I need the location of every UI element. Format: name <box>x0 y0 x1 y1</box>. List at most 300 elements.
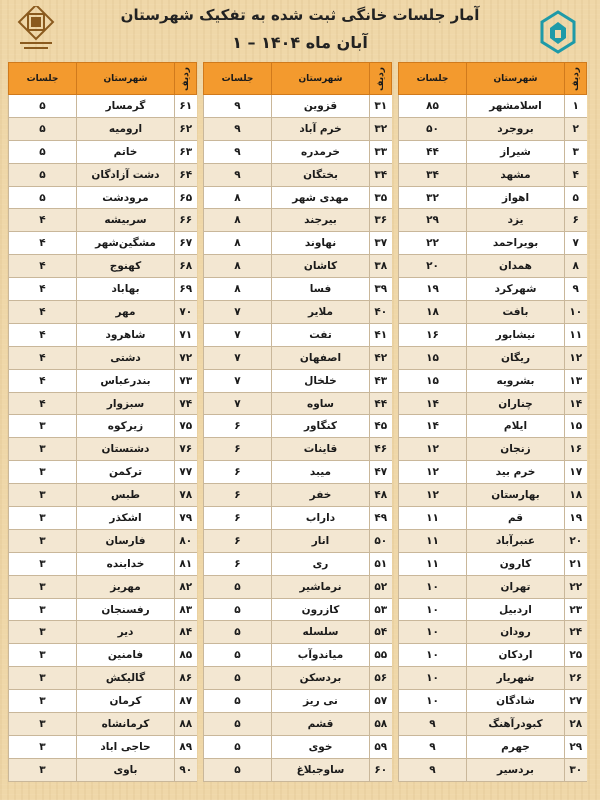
stats-table-3 <box>8 62 197 782</box>
row-index: ۸۰ <box>175 529 197 552</box>
city-name: جهرم <box>467 735 565 758</box>
row-index: ۵۲ <box>370 575 392 598</box>
row-index: ۷ <box>565 232 587 255</box>
brand-logo-icon <box>534 8 582 56</box>
row-index: ۳۵ <box>370 186 392 209</box>
row-index: ۱۸ <box>565 484 587 507</box>
city-name: فامنین <box>77 644 175 667</box>
city-name: خلخال <box>272 369 370 392</box>
row-index: ۵۱ <box>370 552 392 575</box>
table-row <box>9 758 197 781</box>
session-count: ۶ <box>204 484 272 507</box>
city-name: بهاباد <box>77 278 175 301</box>
city-name: شهرکرد <box>467 278 565 301</box>
session-count: ۵ <box>9 95 77 118</box>
session-count: ۵ <box>204 575 272 598</box>
city-name: رفسنجان <box>77 598 175 621</box>
session-count: ۲۲ <box>399 232 467 255</box>
table-row <box>204 735 392 758</box>
city-name: ساوه <box>272 392 370 415</box>
city-name: مهر <box>77 301 175 324</box>
session-count: ۸ <box>204 209 272 232</box>
city-name: اشکذر <box>77 507 175 530</box>
table-row <box>204 95 392 118</box>
row-index: ۱ <box>565 95 587 118</box>
city-name: باوی <box>77 758 175 781</box>
table-row <box>9 690 197 713</box>
city-name: زیرکوه <box>77 415 175 438</box>
row-index: ۲ <box>565 117 587 140</box>
row-index: ۴۸ <box>370 484 392 507</box>
page-header <box>0 0 600 60</box>
city-name: شهریار <box>467 667 565 690</box>
table-row <box>204 758 392 781</box>
session-count: ۵ <box>204 621 272 644</box>
table-row <box>204 278 392 301</box>
city-name: نیشابور <box>467 323 565 346</box>
session-count: ۵ <box>9 186 77 209</box>
row-index: ۴۳ <box>370 369 392 392</box>
row-index: ۷۶ <box>175 438 197 461</box>
table-row <box>204 461 392 484</box>
table-row <box>399 598 587 621</box>
city-name: کرمانشاه <box>77 713 175 736</box>
city-name: بختگان <box>272 163 370 186</box>
city-name: گالیکش <box>77 667 175 690</box>
row-index: ۲۲ <box>565 575 587 598</box>
table-row <box>399 621 587 644</box>
city-name: اصفهان <box>272 346 370 369</box>
session-count: ۱۴ <box>399 415 467 438</box>
table-row <box>399 575 587 598</box>
table-row <box>399 392 587 415</box>
city-name: خوی <box>272 735 370 758</box>
session-count: ۵ <box>204 598 272 621</box>
session-count: ۸ <box>204 255 272 278</box>
city-name: کرمان <box>77 690 175 713</box>
session-count: ۶ <box>204 552 272 575</box>
row-index: ۶ <box>565 209 587 232</box>
city-name: بیرجند <box>272 209 370 232</box>
session-count: ۸ <box>204 232 272 255</box>
city-name: اردبیل <box>467 598 565 621</box>
row-index: ۵۴ <box>370 621 392 644</box>
row-index: ۱۰ <box>565 301 587 324</box>
table-row <box>399 529 587 552</box>
session-count: ۱۵ <box>399 346 467 369</box>
row-index: ۵۳ <box>370 598 392 621</box>
session-count: ۵۰ <box>399 117 467 140</box>
city-name: دشت آزادگان <box>77 163 175 186</box>
row-index: ۵۷ <box>370 690 392 713</box>
city-name: یزد <box>467 209 565 232</box>
session-count: ۳ <box>9 461 77 484</box>
table-row <box>9 117 197 140</box>
table-row <box>9 438 197 461</box>
table-row <box>399 758 587 781</box>
table-row <box>204 667 392 690</box>
session-count: ۳ <box>9 690 77 713</box>
tables-container <box>0 62 600 800</box>
city-name: اهواز <box>467 186 565 209</box>
row-index: ۱۵ <box>565 415 587 438</box>
city-name: کنگاور <box>272 415 370 438</box>
session-count: ۲۰ <box>399 255 467 278</box>
row-index: ۶۷ <box>175 232 197 255</box>
session-count: ۴ <box>9 392 77 415</box>
city-name: قم <box>467 507 565 530</box>
session-count: ۴ <box>9 301 77 324</box>
table-row <box>399 255 587 278</box>
table-row <box>399 301 587 324</box>
city-name: بویراحمد <box>467 232 565 255</box>
city-name: طبس <box>77 484 175 507</box>
row-index: ۵۹ <box>370 735 392 758</box>
row-index: ۸۷ <box>175 690 197 713</box>
row-index: ۴ <box>565 163 587 186</box>
row-index: ۵ <box>565 186 587 209</box>
table-row <box>399 690 587 713</box>
row-index: ۳۱ <box>370 95 392 118</box>
city-name: ری <box>272 552 370 575</box>
session-count: ۹ <box>399 713 467 736</box>
session-count: ۳۴ <box>399 163 467 186</box>
session-count: ۹ <box>204 117 272 140</box>
session-count: ۷ <box>204 392 272 415</box>
row-index: ۵۸ <box>370 713 392 736</box>
row-index: ۶۸ <box>175 255 197 278</box>
column-header-city: شهرستان <box>467 63 565 95</box>
session-count: ۱۲ <box>399 461 467 484</box>
row-index: ۱۹ <box>565 507 587 530</box>
city-name: فسا <box>272 278 370 301</box>
row-index: ۶۰ <box>370 758 392 781</box>
row-index: ۳۶ <box>370 209 392 232</box>
table-row <box>204 255 392 278</box>
table-row <box>204 369 392 392</box>
row-index: ۲۴ <box>565 621 587 644</box>
table-row <box>399 461 587 484</box>
table-row <box>204 163 392 186</box>
table-row <box>9 575 197 598</box>
table-row <box>9 369 197 392</box>
session-count: ۴ <box>9 346 77 369</box>
column-header-city: شهرستان <box>77 63 175 95</box>
session-count: ۱۱ <box>399 552 467 575</box>
session-count: ۵ <box>9 163 77 186</box>
city-name: بافت <box>467 301 565 324</box>
city-name: انار <box>272 529 370 552</box>
row-index: ۲۰ <box>565 529 587 552</box>
city-name: بروجرد <box>467 117 565 140</box>
table-row <box>9 209 197 232</box>
session-count: ۳ <box>9 713 77 736</box>
table-row <box>399 735 587 758</box>
row-index: ۹ <box>565 278 587 301</box>
row-index: ۳۸ <box>370 255 392 278</box>
row-index: ۴۴ <box>370 392 392 415</box>
row-index: ۸۲ <box>175 575 197 598</box>
table-row <box>204 713 392 736</box>
city-name: میاندوآب <box>272 644 370 667</box>
city-name: سلسله <box>272 621 370 644</box>
table-row <box>9 346 197 369</box>
table-row <box>399 438 587 461</box>
table-row <box>399 667 587 690</box>
session-count: ۹ <box>204 163 272 186</box>
page-title: آمار جلسات خانگی ثبت شده به تفکیک شهرستان <box>120 6 480 24</box>
table-row <box>9 461 197 484</box>
session-count: ۳ <box>9 575 77 598</box>
row-index: ۶۹ <box>175 278 197 301</box>
page-subtitle: آبان ماه ۱۴۰۴ – ۱ <box>232 33 368 52</box>
row-index: ۵۵ <box>370 644 392 667</box>
session-count: ۴ <box>9 209 77 232</box>
table-row <box>204 117 392 140</box>
session-count: ۱۵ <box>399 369 467 392</box>
table-row <box>9 644 197 667</box>
table-row <box>9 598 197 621</box>
table-row <box>9 415 197 438</box>
row-index: ۸۹ <box>175 735 197 758</box>
row-index: ۳۹ <box>370 278 392 301</box>
city-name: کازرون <box>272 598 370 621</box>
session-count: ۱۰ <box>399 644 467 667</box>
table-row <box>399 484 587 507</box>
table-row <box>204 690 392 713</box>
session-count: ۱۶ <box>399 323 467 346</box>
session-count: ۱۱ <box>399 507 467 530</box>
city-name: خفر <box>272 484 370 507</box>
table-row <box>9 301 197 324</box>
session-count: ۷ <box>204 323 272 346</box>
table-row <box>9 163 197 186</box>
row-index: ۸۶ <box>175 667 197 690</box>
city-name: تهران <box>467 575 565 598</box>
table-row <box>399 644 587 667</box>
session-count: ۵ <box>204 644 272 667</box>
table-row <box>399 140 587 163</box>
city-name: دشتستان <box>77 438 175 461</box>
session-count: ۴ <box>9 232 77 255</box>
city-name: قزوین <box>272 95 370 118</box>
city-name: بردسکن <box>272 667 370 690</box>
table-row <box>399 552 587 575</box>
session-count: ۱۰ <box>399 667 467 690</box>
row-index: ۱۶ <box>565 438 587 461</box>
city-name: کارون <box>467 552 565 575</box>
row-index: ۳۳ <box>370 140 392 163</box>
row-index: ۵۰ <box>370 529 392 552</box>
row-index: ۳۴ <box>370 163 392 186</box>
session-count: ۱۹ <box>399 278 467 301</box>
row-index: ۷۷ <box>175 461 197 484</box>
row-index: ۶۵ <box>175 186 197 209</box>
row-index: ۸۳ <box>175 598 197 621</box>
row-index: ۶۲ <box>175 117 197 140</box>
session-count: ۳ <box>9 529 77 552</box>
city-name: میبد <box>272 461 370 484</box>
row-index: ۶۴ <box>175 163 197 186</box>
row-index: ۳ <box>565 140 587 163</box>
session-count: ۵ <box>9 140 77 163</box>
row-index: ۴۱ <box>370 323 392 346</box>
city-name: نی ریز <box>272 690 370 713</box>
session-count: ۸ <box>204 278 272 301</box>
table-row <box>204 621 392 644</box>
row-index: ۷۲ <box>175 346 197 369</box>
row-index: ۸۴ <box>175 621 197 644</box>
table-row <box>204 529 392 552</box>
table-row <box>9 186 197 209</box>
table-row <box>9 140 197 163</box>
table-row <box>204 438 392 461</box>
city-name: بشرویه <box>467 369 565 392</box>
session-count: ۱۰ <box>399 598 467 621</box>
session-count: ۱۲ <box>399 484 467 507</box>
city-name: خرمدره <box>272 140 370 163</box>
session-count: ۷ <box>204 369 272 392</box>
table-row <box>204 209 392 232</box>
table-row <box>204 301 392 324</box>
city-name: داراب <box>272 507 370 530</box>
session-count: ۳ <box>9 667 77 690</box>
row-index: ۷۸ <box>175 484 197 507</box>
table-row <box>399 117 587 140</box>
row-index: ۴۲ <box>370 346 392 369</box>
table-row <box>9 552 197 575</box>
city-name: نهاوند <box>272 232 370 255</box>
row-index: ۸۸ <box>175 713 197 736</box>
city-name: شیراز <box>467 140 565 163</box>
session-count: ۳ <box>9 644 77 667</box>
city-name: مهدی شهر <box>272 186 370 209</box>
city-name: قاینات <box>272 438 370 461</box>
table-row <box>204 575 392 598</box>
session-count: ۱۱ <box>399 529 467 552</box>
session-count: ۹ <box>204 140 272 163</box>
table-row <box>399 232 587 255</box>
table-row <box>9 392 197 415</box>
row-index: ۲۳ <box>565 598 587 621</box>
city-name: گرمسار <box>77 95 175 118</box>
city-name: کهنوج <box>77 255 175 278</box>
table-row <box>9 95 197 118</box>
city-name: کبودرآهنگ <box>467 713 565 736</box>
city-name: ایلام <box>467 415 565 438</box>
row-index: ۱۴ <box>565 392 587 415</box>
column-header-index: ردیف <box>370 63 392 95</box>
table-row <box>9 507 197 530</box>
city-name: اردکان <box>467 644 565 667</box>
table-row <box>204 644 392 667</box>
session-count: ۱۰ <box>399 690 467 713</box>
table-row <box>204 415 392 438</box>
table-row <box>9 713 197 736</box>
row-index: ۴۷ <box>370 461 392 484</box>
row-index: ۷۵ <box>175 415 197 438</box>
city-name: تفت <box>272 323 370 346</box>
session-count: ۵ <box>9 117 77 140</box>
row-index: ۴۵ <box>370 415 392 438</box>
session-count: ۹ <box>204 95 272 118</box>
session-count: ۱۲ <box>399 438 467 461</box>
session-count: ۱۰ <box>399 575 467 598</box>
row-index: ۲۱ <box>565 552 587 575</box>
session-count: ۳ <box>9 735 77 758</box>
city-name: ترکمن <box>77 461 175 484</box>
table-row <box>399 95 587 118</box>
city-name: رودان <box>467 621 565 644</box>
city-name: بهارستان <box>467 484 565 507</box>
session-count: ۳ <box>9 621 77 644</box>
city-name: زنجان <box>467 438 565 461</box>
column-header-index: ردیف <box>175 63 197 95</box>
row-index: ۱۲ <box>565 346 587 369</box>
city-name: اسلامشهر <box>467 95 565 118</box>
table-row <box>9 621 197 644</box>
table-row <box>204 484 392 507</box>
table-row <box>399 713 587 736</box>
column-header-index: ردیف <box>565 63 587 95</box>
row-index: ۲۷ <box>565 690 587 713</box>
session-count: ۶ <box>204 415 272 438</box>
city-name: سبزوار <box>77 392 175 415</box>
city-name: ملایر <box>272 301 370 324</box>
row-index: ۸۱ <box>175 552 197 575</box>
city-name: خدابنده <box>77 552 175 575</box>
city-name: همدان <box>467 255 565 278</box>
city-name: مهریز <box>77 575 175 598</box>
table-row <box>204 598 392 621</box>
session-count: ۳ <box>9 552 77 575</box>
session-count: ۳۲ <box>399 186 467 209</box>
session-count: ۴ <box>9 323 77 346</box>
session-count: ۵ <box>204 735 272 758</box>
city-name: شاهرود <box>77 323 175 346</box>
city-name: نرماشیر <box>272 575 370 598</box>
row-index: ۲۹ <box>565 735 587 758</box>
city-name: خرم آباد <box>272 117 370 140</box>
table-row <box>204 140 392 163</box>
table-row <box>9 484 197 507</box>
row-index: ۷۴ <box>175 392 197 415</box>
row-index: ۴۶ <box>370 438 392 461</box>
row-index: ۲۸ <box>565 713 587 736</box>
table-row <box>399 186 587 209</box>
row-index: ۵۶ <box>370 667 392 690</box>
session-count: ۵ <box>204 667 272 690</box>
session-count: ۴۴ <box>399 140 467 163</box>
table-row <box>204 392 392 415</box>
session-count: ۳ <box>9 758 77 781</box>
city-name: چناران <box>467 392 565 415</box>
city-name: مشگین‌شهر <box>77 232 175 255</box>
table-row <box>9 232 197 255</box>
organization-emblem-icon <box>14 6 58 56</box>
city-name: مرودشت <box>77 186 175 209</box>
table-row <box>204 346 392 369</box>
session-count: ۶ <box>204 529 272 552</box>
city-name: ساوجبلاغ <box>272 758 370 781</box>
city-name: عنبرآباد <box>467 529 565 552</box>
session-count: ۱۰ <box>399 621 467 644</box>
session-count: ۵ <box>204 758 272 781</box>
row-index: ۱۳ <box>565 369 587 392</box>
row-index: ۶۱ <box>175 95 197 118</box>
session-count: ۶ <box>204 461 272 484</box>
city-name: فارسان <box>77 529 175 552</box>
